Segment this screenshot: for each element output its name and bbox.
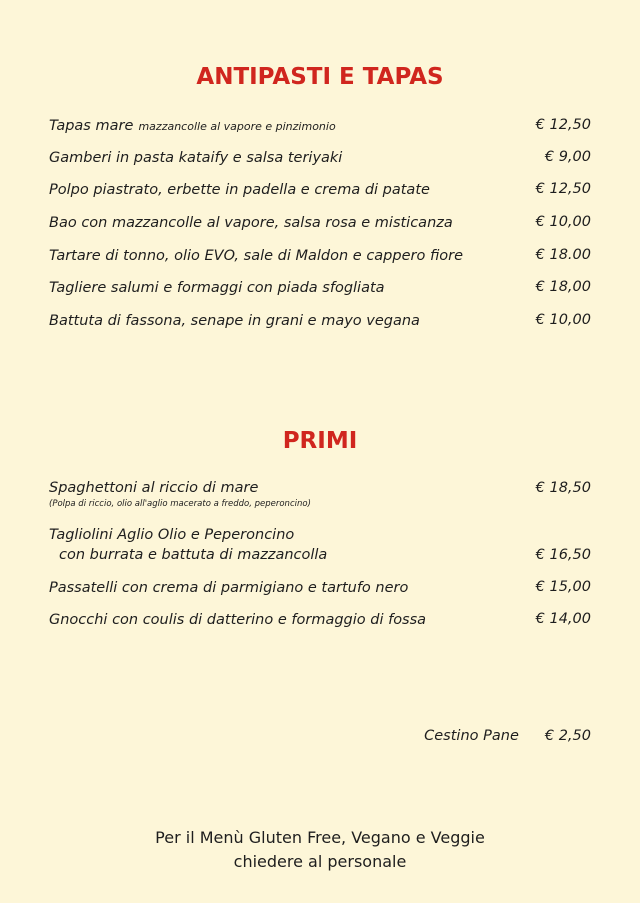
item-price: € 18,00	[535, 279, 591, 295]
menu-item	[49, 478, 591, 510]
item-price: € 12,50	[535, 117, 591, 133]
item-name-continued: con burrata e battuta di mazzancolla	[59, 547, 328, 563]
item-name: Gnocchi con coulis di datterino e formaggio di fossa	[49, 612, 427, 628]
footer-note	[0, 826, 640, 874]
menu-item	[49, 277, 591, 298]
item-name: Tagliolini Aglio Olio e Peperoncino	[49, 527, 295, 543]
item-name: Spaghettoni al riccio di mare	[49, 480, 259, 496]
menu-item	[49, 212, 591, 233]
footer-line-2: chiedere al personale	[233, 852, 407, 871]
menu-item	[49, 147, 591, 168]
item-price: € 14,00	[535, 611, 591, 627]
item-note: mazzancolle al vapore e pinzimonio	[138, 120, 336, 133]
item-price: € 16,50	[535, 547, 591, 563]
item-name: Tapas mare	[49, 118, 134, 134]
item-price: € 10,00	[535, 312, 591, 328]
menu-item	[49, 310, 591, 331]
item-name: Battuta di fassona, senape in grani e mayo vegana	[49, 313, 420, 329]
item-name: Passatelli con crema di parmigiano e tartufo nero	[49, 580, 409, 596]
menu-item	[49, 115, 591, 136]
item-price: € 15,00	[535, 579, 591, 595]
item-name: Tagliere salumi e formaggi con piada sfogliata	[49, 280, 385, 296]
section-title-antipasti: ANTIPASTI E TAPAS	[196, 64, 444, 90]
section-title-primi: PRIMI	[282, 428, 358, 454]
item-name: Polpo piastrato, erbette in padella e crema di patate	[49, 182, 430, 198]
menu-item	[49, 577, 591, 598]
bread-price: € 2,50	[544, 728, 591, 744]
menu-item	[49, 245, 591, 266]
bread-basket-line	[424, 726, 591, 746]
item-price: € 18.00	[535, 247, 591, 263]
item-price: € 10,00	[535, 214, 591, 230]
menu-item	[49, 525, 591, 565]
item-name: Bao con mazzancolle al vapore, salsa rosa e misticanza	[49, 215, 453, 231]
menu-item	[49, 179, 591, 200]
item-description: (Polpa di riccio, olio all'aglio macerato a freddo, peperoncino)	[49, 499, 311, 509]
footer-line-1: Per il Menù Gluten Free, Vegano e Veggie	[155, 828, 485, 847]
menu-item	[49, 609, 591, 630]
item-name: Gamberi in pasta kataify e salsa teriyaki	[49, 150, 343, 166]
bread-label: Cestino Pane	[424, 728, 519, 744]
item-price: € 9,00	[544, 149, 591, 165]
item-price: € 18,50	[535, 480, 591, 496]
item-name: Tartare di tonno, olio EVO, sale di Maldon e cappero fiore	[49, 248, 464, 264]
item-price: € 12,50	[535, 181, 591, 197]
